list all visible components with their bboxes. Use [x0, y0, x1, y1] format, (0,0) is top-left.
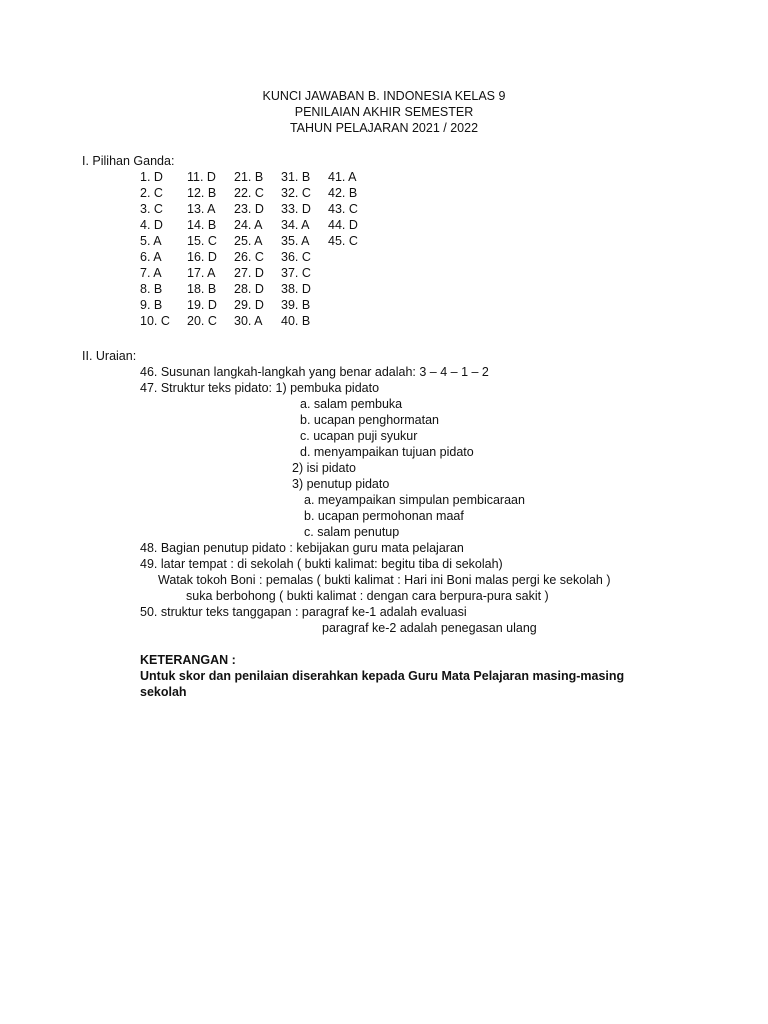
- answer-47: 47. Struktur teks pidato: 1) pembuka pidato: [140, 381, 380, 395]
- answer-cell: 11. D: [187, 170, 216, 184]
- answer-cell: 19. D: [187, 298, 217, 312]
- answer-cell: 15. C: [187, 234, 217, 248]
- answer-cell: 26. C: [234, 250, 264, 264]
- answer-cell: 37. C: [281, 266, 311, 280]
- answer-cell: 9. B: [140, 298, 163, 312]
- answer-cell: 34. A: [281, 218, 310, 232]
- note-line-1: Untuk skor dan penilaian diserahkan kepada Guru Mata Pelajaran masing-masing: [140, 669, 625, 683]
- answer-cell: [328, 297, 375, 313]
- answer-cell: 22. C: [234, 186, 264, 200]
- answer-47-1c: c. ucapan puji syukur: [300, 429, 418, 443]
- answer-row: [140, 265, 375, 281]
- answer-cell: 33. D: [281, 202, 311, 216]
- answer-key-table: [140, 169, 375, 329]
- answer-cell: 14. B: [187, 218, 217, 232]
- answer-cell: 1. D: [140, 170, 163, 184]
- answer-cell: 23. D: [234, 202, 264, 216]
- answer-cell: 12. B: [187, 186, 217, 200]
- answer-cell: 42. B: [328, 186, 358, 200]
- section-multiple-choice-title: I. Pilihan Ganda:: [82, 154, 175, 168]
- answer-cell: 29. D: [234, 298, 264, 312]
- answer-cell: 7. A: [140, 266, 162, 280]
- answer-cell: 2. C: [140, 186, 163, 200]
- answer-50: 50. struktur teks tanggapan : paragraf ke-1 adalah evaluasi: [140, 605, 467, 619]
- answer-49: 49. latar tempat : di sekolah ( bukti kalimat: begitu tiba di sekolah): [140, 557, 503, 571]
- answer-cell: 3. C: [140, 202, 163, 216]
- answer-cell: 41. A: [328, 170, 357, 184]
- answer-row: [140, 281, 375, 297]
- answer-cell: 45. C: [328, 234, 358, 248]
- answer-cell: 31. B: [281, 170, 311, 184]
- answer-cell: 27. D: [234, 266, 264, 280]
- answer-cell: 13. A: [187, 202, 216, 216]
- answer-cell: 32. C: [281, 186, 311, 200]
- answer-row: [140, 217, 375, 233]
- header-year: TAHUN PELAJARAN 2021 / 2022: [289, 121, 479, 135]
- answer-row: [140, 297, 375, 313]
- answer-cell: [328, 313, 375, 329]
- answer-row: [140, 169, 375, 185]
- answer-cell: [328, 249, 375, 265]
- note-title: KETERANGAN :: [140, 653, 236, 667]
- answer-row: [140, 313, 375, 329]
- answer-47-3b: b. ucapan permohonan maaf: [304, 509, 464, 523]
- answer-cell: 44. D: [328, 218, 358, 232]
- answer-cell: 36. C: [281, 250, 311, 264]
- answer-row: [140, 201, 375, 217]
- answer-row: [140, 233, 375, 249]
- answer-cell: 18. B: [187, 282, 217, 296]
- answer-47-3c: c. salam penutup: [304, 525, 400, 539]
- answer-47-1a: a. salam pembuka: [300, 397, 403, 411]
- answer-47-1b: b. ucapan penghormatan: [300, 413, 439, 427]
- header-subtitle: PENILAIAN AKHIR SEMESTER: [294, 105, 474, 119]
- answer-cell: 16. D: [187, 250, 217, 264]
- answer-47-3: 3) penutup pidato: [292, 477, 390, 491]
- answer-50-2: paragraf ke-2 adalah penegasan ulang: [322, 621, 537, 635]
- answer-47-1d: d. menyampaikan tujuan pidato: [300, 445, 474, 459]
- answer-48: 48. Bagian penutup pidato : kebijakan guru mata pelajaran: [140, 541, 464, 555]
- answer-49-character: Watak tokoh Boni : pemalas ( bukti kalimat : Hari ini Boni malas pergi ke sekolah ): [158, 573, 611, 587]
- answer-cell: 39. B: [281, 298, 311, 312]
- answer-47-3a: a. meyampaikan simpulan pembicaraan: [304, 493, 525, 507]
- answer-cell: 5. A: [140, 234, 162, 248]
- answer-cell: 17. A: [187, 266, 216, 280]
- answer-row: [140, 249, 375, 265]
- answer-cell: [328, 281, 375, 297]
- document-header: [0, 88, 768, 136]
- answer-cell: 43. C: [328, 202, 358, 216]
- answer-cell: 35. A: [281, 234, 310, 248]
- answer-cell: 24. A: [234, 218, 263, 232]
- answer-cell: 8. B: [140, 282, 163, 296]
- answer-cell: 30. A: [234, 314, 263, 328]
- answer-cell: 4. D: [140, 218, 163, 232]
- answer-cell: 28. D: [234, 282, 264, 296]
- section-essay-title: II. Uraian:: [82, 349, 137, 363]
- answer-cell: 6. A: [140, 250, 162, 264]
- answer-47-2: 2) isi pidato: [292, 461, 356, 475]
- answer-49-character-2: suka berbohong ( bukti kalimat : dengan cara berpura-pura sakit ): [186, 589, 549, 603]
- answer-cell: 40. B: [281, 314, 311, 328]
- answer-cell: [328, 265, 375, 281]
- answer-cell: 10. C: [140, 314, 170, 328]
- answer-cell: 20. C: [187, 314, 217, 328]
- answer-row: [140, 185, 375, 201]
- answer-cell: 25. A: [234, 234, 263, 248]
- header-title: KUNCI JAWABAN B. INDONESIA KELAS 9: [262, 89, 506, 103]
- answer-46: 46. Susunan langkah-langkah yang benar adalah: 3 – 4 – 1 – 2: [140, 365, 489, 379]
- note-line-2: sekolah: [140, 685, 187, 699]
- answer-cell: 38. D: [281, 282, 311, 296]
- answer-cell: 21. B: [234, 170, 264, 184]
